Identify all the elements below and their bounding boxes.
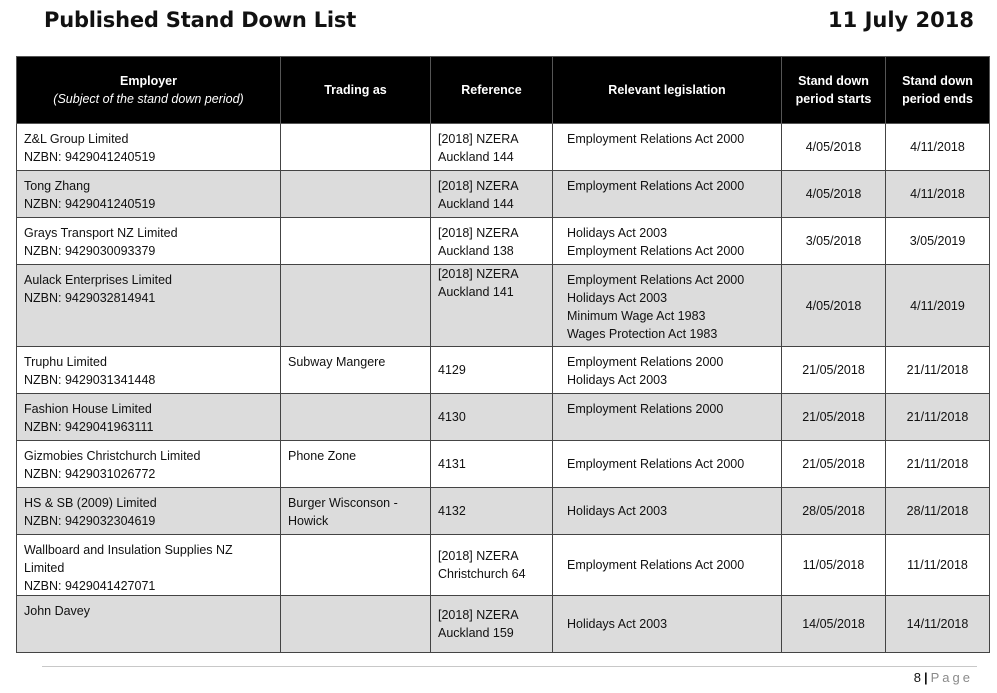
cell-reference <box>431 265 553 347</box>
cell-trading-as <box>281 171 431 218</box>
cell-trading-as <box>281 488 431 535</box>
cell-start-date: 21/05/2018 <box>782 347 886 394</box>
reference-line: 4131 <box>438 457 466 471</box>
cell-trading-as <box>281 535 431 596</box>
table-row <box>17 596 990 653</box>
legislation-line: Holidays Act 2003 <box>567 291 668 305</box>
table-row <box>17 347 990 394</box>
cell-legislation <box>553 347 782 394</box>
employer-nzbn: NZBN: 9429041240519 <box>24 150 156 164</box>
legislation-line: Employment Relations 2000 <box>567 402 724 416</box>
trading-name: Burger Wisconson - Howick <box>288 496 398 528</box>
reference-line: [2018] NZERA <box>438 179 519 193</box>
page-number-value: 8 <box>913 670 921 685</box>
cell-reference <box>431 347 553 394</box>
cell-legislation <box>553 441 782 488</box>
cell-employer <box>17 265 281 347</box>
cell-reference <box>431 124 553 171</box>
cell-start-date: 14/05/2018 <box>782 596 886 653</box>
legislation-line: Employment Relations Act 2000 <box>567 132 745 146</box>
reference-line: 4130 <box>438 410 466 424</box>
cell-reference <box>431 535 553 596</box>
table-header-row <box>17 57 990 124</box>
reference-line: 4132 <box>438 504 466 518</box>
reference-line: [2018] NZERA <box>438 267 519 281</box>
legislation-line: Employment Relations Act 2000 <box>567 457 745 471</box>
employer-name: Fashion House Limited <box>24 402 152 416</box>
cell-start-date: 4/05/2018 <box>782 124 886 171</box>
cell-employer <box>17 171 281 218</box>
employer-nzbn: NZBN: 9429041240519 <box>24 197 156 211</box>
reference-line: [2018] NZERA <box>438 608 519 622</box>
cell-employer <box>17 535 281 596</box>
cell-legislation <box>553 218 782 265</box>
cell-start-date: 11/05/2018 <box>782 535 886 596</box>
reference-line: Auckland 144 <box>438 197 514 211</box>
reference-line: Auckland 159 <box>438 626 514 640</box>
trading-name: Phone Zone <box>288 449 357 463</box>
cell-trading-as <box>281 124 431 171</box>
cell-legislation <box>553 124 782 171</box>
reference-line: [2018] NZERA <box>438 226 519 240</box>
employer-nzbn: NZBN: 9429031026772 <box>24 467 156 481</box>
employer-nzbn: NZBN: 9429041963111 <box>24 420 154 434</box>
employer-name: Gizmobies Christchurch Limited <box>24 449 201 463</box>
cell-reference <box>431 394 553 441</box>
cell-legislation <box>553 596 782 653</box>
legislation-line: Holidays Act 2003 <box>567 226 668 240</box>
cell-legislation <box>553 171 782 218</box>
table-row <box>17 535 990 596</box>
employer-name: HS & SB (2009) Limited <box>24 496 157 510</box>
header-ends-line1: Stand down <box>902 74 973 88</box>
cell-legislation <box>553 265 782 347</box>
reference-line: Christchurch 64 <box>438 567 526 581</box>
header-legislation: Relevant legislation <box>553 57 782 124</box>
stand-down-table <box>16 56 990 653</box>
reference-line: Auckland 138 <box>438 244 514 258</box>
cell-start-date: 21/05/2018 <box>782 441 886 488</box>
cell-end-date: 11/11/2018 <box>886 535 990 596</box>
table-row <box>17 124 990 171</box>
trading-name: Subway Mangere <box>288 355 386 369</box>
header-employer-sublabel: (Subject of the stand down period) <box>53 92 244 106</box>
employer-name: Z&L Group Limited <box>24 132 129 146</box>
cell-employer <box>17 218 281 265</box>
header-ends <box>886 57 990 124</box>
cell-trading-as <box>281 596 431 653</box>
cell-start-date: 21/05/2018 <box>782 394 886 441</box>
legislation-line: Employment Relations Act 2000 <box>567 244 745 258</box>
employer-nzbn: NZBN: 9429030093379 <box>24 244 156 258</box>
legislation-line: Employment Relations Act 2000 <box>567 179 745 193</box>
employer-nzbn: NZBN: 9429032304619 <box>24 514 156 528</box>
cell-end-date: 4/11/2019 <box>886 265 990 347</box>
header-employer <box>17 57 281 124</box>
legislation-line: Employment Relations 2000 <box>567 355 724 369</box>
cell-reference <box>431 488 553 535</box>
cell-employer <box>17 394 281 441</box>
cell-trading-as <box>281 265 431 347</box>
cell-employer <box>17 596 281 653</box>
reference-line: 4129 <box>438 363 466 377</box>
cell-start-date: 28/05/2018 <box>782 488 886 535</box>
cell-end-date: 21/11/2018 <box>886 347 990 394</box>
cell-legislation <box>553 488 782 535</box>
table-row <box>17 265 990 347</box>
reference-line: [2018] NZERA <box>438 549 519 563</box>
cell-employer <box>17 347 281 394</box>
cell-trading-as <box>281 218 431 265</box>
page-number-separator: | <box>923 670 928 685</box>
header-employer-label: Employer <box>120 74 177 88</box>
employer-name: Truphu Limited <box>24 355 107 369</box>
legislation-line: Minimum Wage Act 1983 <box>567 309 706 323</box>
cell-end-date: 3/05/2019 <box>886 218 990 265</box>
header-ends-line2: period ends <box>902 92 973 106</box>
cell-end-date: 21/11/2018 <box>886 441 990 488</box>
legislation-line: Holidays Act 2003 <box>567 373 668 387</box>
header-reference: Reference <box>431 57 553 124</box>
cell-employer <box>17 124 281 171</box>
cell-start-date: 4/05/2018 <box>782 265 886 347</box>
cell-start-date: 4/05/2018 <box>782 171 886 218</box>
header-starts <box>782 57 886 124</box>
cell-end-date: 28/11/2018 <box>886 488 990 535</box>
cell-trading-as <box>281 347 431 394</box>
cell-reference <box>431 218 553 265</box>
cell-end-date: 4/11/2018 <box>886 171 990 218</box>
cell-end-date: 14/11/2018 <box>886 596 990 653</box>
cell-legislation <box>553 535 782 596</box>
legislation-line: Wages Protection Act 1983 <box>567 327 718 341</box>
cell-employer <box>17 441 281 488</box>
table-row <box>17 488 990 535</box>
footer-divider <box>42 666 977 667</box>
cell-employer <box>17 488 281 535</box>
employer-nzbn: NZBN: 9429041427071 <box>24 579 156 593</box>
cell-start-date: 3/05/2018 <box>782 218 886 265</box>
cell-reference <box>431 171 553 218</box>
page-number <box>914 670 973 685</box>
employer-name: John Davey <box>24 604 91 618</box>
table-row <box>17 218 990 265</box>
employer-name: Grays Transport NZ Limited <box>24 226 178 240</box>
cell-reference <box>431 441 553 488</box>
cell-trading-as <box>281 394 431 441</box>
cell-end-date: 21/11/2018 <box>886 394 990 441</box>
cell-reference <box>431 596 553 653</box>
reference-line: Auckland 141 <box>438 285 514 299</box>
table-row <box>17 441 990 488</box>
reference-line: Auckland 144 <box>438 150 514 164</box>
employer-name: Tong Zhang <box>24 179 91 193</box>
table-row <box>17 171 990 218</box>
page-label: Page <box>930 670 973 685</box>
employer-nzbn: NZBN: 9429031341448 <box>24 373 156 387</box>
legislation-line: Holidays Act 2003 <box>567 504 668 518</box>
page-date: 11 July 2018 <box>828 8 974 32</box>
employer-nzbn: NZBN: 9429032814941 <box>24 291 156 305</box>
header-starts-line2: period starts <box>795 92 872 106</box>
header-trading: Trading as <box>281 57 431 124</box>
cell-legislation <box>553 394 782 441</box>
reference-line: [2018] NZERA <box>438 132 519 146</box>
cell-end-date: 4/11/2018 <box>886 124 990 171</box>
header-starts-line1: Stand down <box>798 74 869 88</box>
page-title: Published Stand Down List <box>44 8 357 32</box>
legislation-line: Holidays Act 2003 <box>567 617 668 631</box>
employer-name: Aulack Enterprises Limited <box>24 273 172 287</box>
legislation-line: Employment Relations Act 2000 <box>567 273 745 287</box>
legislation-line: Employment Relations Act 2000 <box>567 558 745 572</box>
cell-trading-as <box>281 441 431 488</box>
table-row <box>17 394 990 441</box>
employer-name: Wallboard and Insulation Supplies NZ Limited <box>24 543 233 575</box>
